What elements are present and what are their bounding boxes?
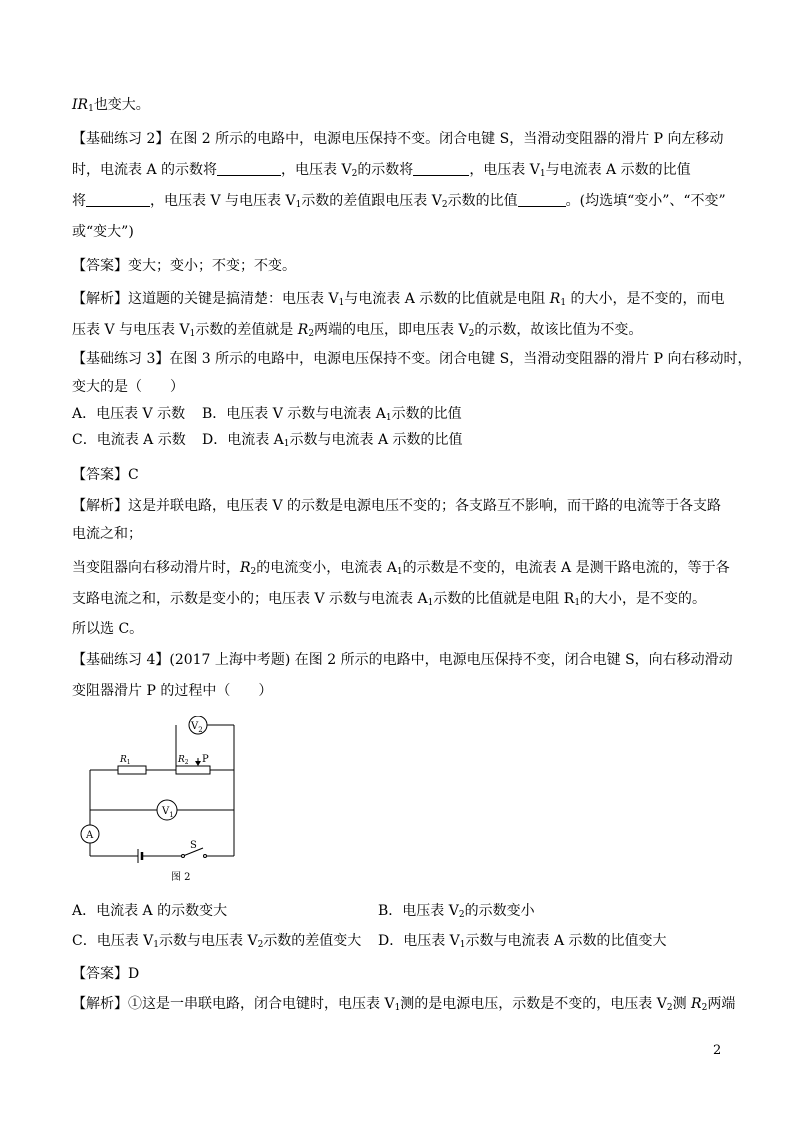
subscript: 2 — [666, 1003, 673, 1013]
text: 的示数变小 — [464, 903, 535, 919]
text: 的示数，故该比值为不变。 — [474, 322, 643, 338]
answer-blank — [217, 161, 281, 176]
answer-2 — [72, 256, 296, 276]
ammeter-label: A — [86, 830, 94, 841]
text: 也变大。 — [93, 97, 150, 113]
text: 压表 V 与电压表 V — [72, 322, 190, 338]
exercise-3-options-cd — [72, 430, 463, 450]
text: 。(均选填“变小”、“不变” — [565, 193, 726, 209]
text: 示数的比值就是电阻 R — [433, 591, 575, 607]
symbol: R — [240, 560, 251, 576]
text: 示数的差值就是 — [195, 322, 298, 338]
symbol: R — [297, 322, 309, 338]
subscript: 1 — [394, 1003, 401, 1013]
exercise-4-options-cd — [72, 931, 667, 951]
text: 【解析】①这是一串联电路，闭合电键时，电压表 V — [72, 996, 395, 1012]
option-d — [202, 432, 463, 448]
text: 或“变大”) — [72, 224, 134, 240]
analysis-4-line-1 — [72, 994, 735, 1014]
text: 示数与电流表 A 示数的比值 — [289, 432, 463, 448]
subscript: 2 — [468, 329, 475, 339]
analysis-2-line-2 — [72, 320, 642, 340]
text: 与电流表 A 示数的比值 — [545, 162, 691, 178]
answer-blank — [518, 192, 566, 207]
option-c: C．电流表 A 示数 — [72, 432, 186, 448]
text: 【答案】D — [72, 966, 140, 982]
subscript: 2 — [458, 910, 465, 920]
resistor-r1 — [118, 766, 146, 774]
subscript: 1 — [560, 298, 567, 308]
subscript: 1 — [295, 200, 302, 210]
r2-label: $R_2$ — [178, 755, 189, 766]
exercise-4-line-2 — [72, 681, 272, 701]
analysis-3-line-5 — [72, 619, 143, 639]
text: 将 — [72, 193, 86, 209]
text: 两端 — [707, 996, 736, 1012]
analysis-2-line-1 — [72, 289, 725, 309]
option-d — [378, 933, 667, 949]
text: 的示数是不变的，电流表 A 是测干路电流的，等于各 — [402, 560, 730, 576]
subscript: 1 — [574, 598, 581, 608]
switch-contact — [204, 855, 207, 858]
formula: IR — [72, 97, 89, 113]
text: B．电压表 V 示数与电流表 A — [202, 406, 386, 422]
exercise-3-options-ab — [72, 404, 462, 424]
exercise-2-line-3 — [72, 191, 726, 211]
text: 【答案】变大；变小；不变；不变。 — [72, 258, 296, 274]
subscript: 1 — [459, 940, 466, 950]
exercise-2-line-1 — [72, 129, 724, 149]
text: 的大小，是不变的。 — [580, 591, 707, 607]
subscript: 1 — [539, 169, 546, 179]
text: 【基础练习 4】(2017 上海中考题) 在图 2 所示的电路中，电源电压保持不变，闭合电键 S，向右移动滑动 — [72, 652, 733, 668]
text: C．电压表 V — [72, 933, 154, 949]
subscript: 1 — [88, 104, 94, 114]
text: 的电流变小，电流表 A — [256, 560, 397, 576]
v2-label: $V_2$ — [191, 721, 203, 734]
analysis-3-line-3 — [72, 558, 730, 578]
v1-label: $V_1$ — [162, 806, 174, 819]
symbol: R — [691, 996, 702, 1012]
analysis-3-line-1 — [72, 496, 721, 516]
option-b — [202, 406, 462, 422]
subscript: 2 — [351, 169, 358, 179]
text: 【答案】C — [72, 467, 139, 483]
text: 与电流表 A 示数的比值就是电阻 — [344, 291, 550, 307]
subscript: 1 — [189, 329, 196, 339]
answer-blank — [413, 161, 469, 176]
subscript: 1 — [427, 598, 434, 608]
option-c — [72, 931, 378, 951]
text: 示数的比值 — [447, 193, 518, 209]
r1-label: $R_1$ — [120, 755, 131, 766]
answer-3 — [72, 465, 139, 485]
answer-4 — [72, 964, 139, 984]
switch-label: S — [190, 840, 197, 851]
text: ，电压表 V — [281, 162, 352, 178]
text: 示数的差值跟电压表 V — [301, 193, 442, 209]
text: 示数与电压表 V — [159, 933, 258, 949]
subscript: 1 — [153, 940, 160, 950]
exercise-3-line-1 — [72, 349, 752, 369]
text: 两端的电压，即电压表 V — [314, 322, 469, 338]
text: 变大的是（ ） — [72, 379, 184, 395]
circuit-diagram — [78, 716, 248, 886]
slider-label: P — [202, 754, 209, 765]
subscript: 2 — [701, 1003, 708, 1013]
exercise-2-line-2 — [72, 160, 691, 180]
text: B．电压表 V — [378, 903, 459, 919]
text: 测 — [672, 996, 692, 1012]
answer-blank — [86, 192, 150, 207]
option-a: A．电流表 A 的示数变大 — [72, 903, 228, 919]
analysis-3-line-2 — [72, 524, 142, 544]
text: D．电流表 A — [202, 432, 284, 448]
option-b — [378, 903, 535, 919]
analysis-3-line-4 — [72, 589, 706, 609]
text: 示数与电流表 A 示数的比值变大 — [465, 933, 667, 949]
text: 示数的比值 — [391, 406, 462, 422]
page-number: 2 — [713, 1043, 722, 1058]
rheostat-r2 — [176, 766, 210, 774]
option-a: A．电压表 V 示数 — [72, 406, 186, 422]
subscript: 1 — [385, 413, 392, 423]
text: 电流之和； — [72, 526, 142, 542]
switch-contact — [182, 855, 185, 858]
text: 的示数将 — [357, 162, 414, 178]
text: 支路电流之和，示数是变小的；电压表 V 示数与电流表 A — [72, 591, 428, 607]
line-1 — [72, 95, 150, 115]
exercise-4-line-1 — [72, 650, 733, 670]
exercise-2-line-4 — [72, 222, 134, 242]
text: 的大小，是不变的，而电 — [566, 291, 725, 307]
text: 测的是电源电压，示数是不变的，电压表 V — [400, 996, 667, 1012]
subscript: 1 — [396, 567, 403, 577]
text: 【解析】这是并联电路，电压表 V 的示数是电源电压不变的；各支路互不影响，而干路的电流等于各支路 — [72, 498, 722, 514]
text: 变阻器滑片 P 的过程中（ ） — [72, 683, 273, 699]
subscript: 2 — [308, 329, 315, 339]
subscript: 2 — [257, 940, 264, 950]
text: 【基础练习 2】在图 2 所示的电路中，电源电压保持不变。闭合电键 S，当滑动变阻器的滑片 P 向左移动 — [72, 131, 724, 147]
text: ，电压表 V — [469, 162, 540, 178]
figure-caption: 图 2 — [171, 872, 191, 883]
text: 示数的差值变大 — [263, 933, 362, 949]
subscript: 2 — [250, 567, 257, 577]
subscript: 2 — [441, 200, 448, 210]
text: 时，电流表 A 的示数将 — [72, 162, 218, 178]
text: D．电压表 V — [378, 933, 460, 949]
slider-arrow-icon — [195, 761, 201, 766]
text: ，电压表 V 与电压表 V — [150, 193, 296, 209]
exercise-3-line-2 — [72, 377, 184, 397]
text: 【基础练习 3】在图 3 所示的电路中，电源电压保持不变。闭合电键 S，当滑动变阻器的滑片 P 向右移动时， — [72, 351, 752, 367]
text: 所以选 C。 — [72, 621, 144, 637]
symbol: R — [549, 291, 561, 307]
exercise-4-options-ab — [72, 901, 535, 921]
subscript: 1 — [283, 439, 290, 449]
subscript: 1 — [338, 298, 345, 308]
text: 当变阻器向右移动滑片时， — [72, 560, 240, 576]
text: 【解析】这道题的关键是搞清楚：电压表 V — [72, 291, 339, 307]
